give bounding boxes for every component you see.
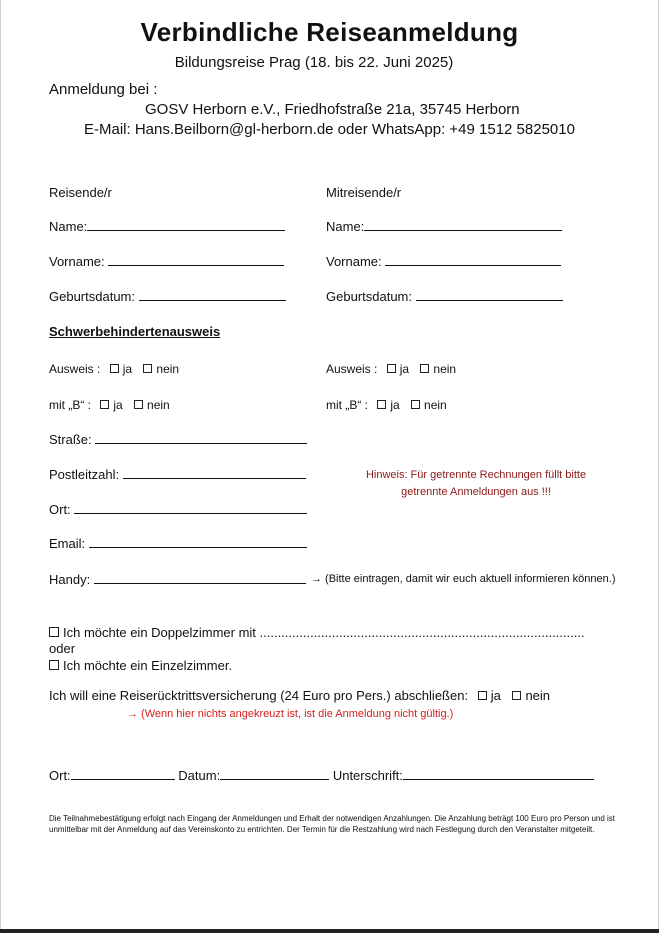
traveler-id-row (49, 362, 179, 376)
traveler-name-input[interactable] (87, 219, 285, 231)
single-room-label: Ich möchte ein Einzelzimmer. (63, 658, 233, 673)
cotraveler-b-no-label: nein (424, 398, 447, 412)
insurance-warning: → (Wenn hier nichts angekreuzt ist, ist die Anmeldung nicht gültig.) (127, 708, 454, 720)
signature-date-label: Datum: (178, 768, 221, 783)
room-or: oder (49, 641, 76, 656)
traveler-b-yes-label: ja (113, 398, 123, 412)
traveler-b-row (49, 398, 170, 412)
email-input[interactable] (89, 536, 307, 548)
cotraveler-id-yes-checkbox[interactable] (387, 364, 396, 373)
insurance-no-checkbox[interactable] (512, 691, 521, 700)
zip-label: Postleitzahl: (49, 467, 120, 482)
signature-place-label: Ort: (49, 768, 71, 783)
cotraveler-heading: Mitreisende/r (326, 185, 402, 200)
zip-field[interactable] (49, 467, 306, 482)
cotraveler-id-label: Ausweis : (326, 362, 378, 376)
traveler-id-no-checkbox[interactable] (143, 364, 152, 373)
signature-date-input[interactable] (220, 768, 329, 780)
traveler-id-label: Ausweis : (49, 362, 101, 376)
cotraveler-b-no-checkbox[interactable] (411, 400, 420, 409)
signature-row (49, 768, 594, 783)
insurance-yes-label: ja (490, 688, 501, 703)
insurance-question: Ich will eine Reiserücktrittsversicherung (24 Euro pro Pers.) abschließen: (49, 688, 469, 703)
single-room-option[interactable] (49, 658, 232, 673)
cotraveler-birthdate-input[interactable] (416, 289, 563, 301)
contact-address: GOSV Herborn e.V., Friedhofstraße 21a, 35745 Herborn (145, 101, 520, 118)
traveler-birthdate-field[interactable] (49, 289, 286, 304)
cotraveler-name-label: Name: (326, 219, 365, 234)
traveler-firstname-input[interactable] (108, 254, 284, 266)
cotraveler-firstname-field[interactable] (326, 254, 561, 269)
traveler-b-yes-checkbox[interactable] (100, 400, 109, 409)
single-room-checkbox[interactable] (49, 660, 59, 670)
cotraveler-birthdate-label: Geburtsdatum: (326, 289, 412, 304)
city-label: Ort: (49, 502, 71, 517)
cotraveler-birthdate-field[interactable] (326, 289, 563, 304)
cotraveler-name-input[interactable] (364, 219, 562, 231)
double-room-label: Ich möchte ein Doppelzimmer mit .......................................................................................... (63, 625, 585, 640)
page-subtitle: Bildungsreise Prag (18. bis 22. Juni 2025) (174, 54, 454, 71)
traveler-id-yes-label: ja (122, 362, 133, 376)
bottom-edge (0, 929, 659, 933)
hint-line-1: Hinweis: Für getrennte Rechnungen füllt bitte (365, 469, 587, 481)
double-room-option[interactable] (49, 625, 585, 640)
email-field[interactable] (49, 536, 307, 551)
cotraveler-name-field[interactable] (326, 219, 562, 234)
cotraveler-id-row (326, 362, 456, 376)
hint-line-2: getrennte Anmeldungen aus !!! (401, 486, 551, 498)
cotraveler-id-no-label: nein (433, 362, 457, 376)
footnote: Die Teilnahmebestätigung erfolgt nach Eingang der Anmeldungen und Erhalt der notwendigen Anzahlungen. Die Anzahlung beträgt 100 Euro pro Person und ist unmittelbar mit der Anmeldung auf das Vereinskonto zu entrichten. Der Termin für die Restzahlung wird nach Festlegung durch den Veranstalter mitgeteilt. (49, 814, 616, 834)
street-label: Straße: (49, 432, 92, 447)
traveler-id-no-label: nein (156, 362, 180, 376)
traveler-birthdate-input[interactable] (139, 289, 286, 301)
city-field[interactable] (49, 502, 307, 517)
street-field[interactable] (49, 432, 307, 447)
signature-input[interactable] (403, 768, 594, 780)
cotraveler-id-no-checkbox[interactable] (420, 364, 429, 373)
cotraveler-id-yes-label: ja (399, 362, 410, 376)
double-room-checkbox[interactable] (49, 627, 59, 637)
traveler-b-no-label: nein (147, 398, 170, 412)
traveler-b-label: mit „B“ : (49, 398, 91, 412)
mobile-input[interactable] (94, 572, 306, 584)
page-title: Verbindliche Reiseanmeldung (140, 17, 519, 47)
contact-email: E-Mail: Hans.Beilborn@gl-herborn.de oder WhatsApp: +49 1512 5825010 (84, 121, 575, 138)
traveler-name-label: Name: (49, 219, 88, 234)
traveler-firstname-field[interactable] (49, 254, 284, 269)
traveler-heading: Reisende/r (49, 185, 112, 200)
disability-heading: Schwerbehindertenausweis (49, 324, 221, 339)
cotraveler-firstname-label: Vorname: (326, 254, 382, 269)
cotraveler-b-yes-checkbox[interactable] (377, 400, 386, 409)
zip-input[interactable] (123, 467, 306, 479)
cotraveler-firstname-input[interactable] (385, 254, 561, 266)
cotraveler-b-row (326, 398, 447, 412)
email-label: Email: (49, 536, 86, 551)
cotraveler-b-yes-label: ja (390, 398, 400, 412)
signature-place-input[interactable] (71, 768, 175, 780)
insurance-yes-checkbox[interactable] (478, 691, 487, 700)
traveler-id-yes-checkbox[interactable] (110, 364, 119, 373)
contact-label: Anmeldung bei : (49, 81, 158, 98)
traveler-firstname-label: Vorname: (49, 254, 105, 269)
traveler-birthdate-label: Geburtsdatum: (49, 289, 135, 304)
insurance-row (49, 688, 550, 703)
mobile-note: → (Bitte eintragen, damit wir euch aktuell informieren können.) (311, 573, 616, 585)
separate-invoice-hint (346, 467, 606, 501)
traveler-name-field[interactable] (49, 219, 285, 234)
traveler-b-no-checkbox[interactable] (134, 400, 143, 409)
mobile-label: Handy: (49, 572, 91, 587)
signature-label: Unterschrift: (332, 768, 403, 783)
street-input[interactable] (95, 432, 307, 444)
cotraveler-b-label: mit „B“ : (326, 398, 368, 412)
insurance-no-label: nein (525, 688, 551, 703)
city-input[interactable] (74, 502, 307, 514)
mobile-field[interactable] (49, 572, 306, 587)
